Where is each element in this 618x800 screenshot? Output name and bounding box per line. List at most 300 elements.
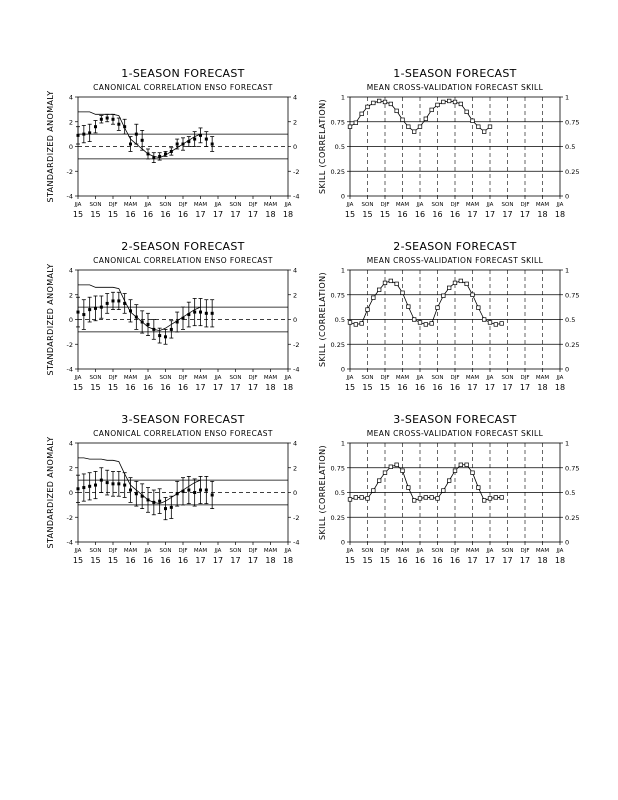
data-point-square — [377, 288, 381, 292]
x-tick-label-season: SON — [89, 548, 102, 554]
data-point-square — [442, 100, 446, 104]
x-tick-label-season: MAM — [535, 375, 550, 381]
x-tick-label-season: JJA — [486, 202, 494, 208]
data-point-square — [372, 489, 376, 493]
data-point-square — [383, 100, 387, 104]
chart-panel-6 — [318, 413, 579, 565]
x-tick-label-year: 16 — [177, 210, 189, 219]
data-point — [94, 484, 97, 487]
data-point — [117, 299, 120, 302]
data-point — [82, 133, 85, 136]
y-tick-label: 4 — [68, 93, 73, 102]
data-point-square — [471, 471, 475, 475]
x-tick-label-year: 16 — [449, 210, 461, 219]
x-tick-label-season: SON — [361, 548, 374, 554]
y-tick-label-right: 4 — [293, 439, 298, 448]
x-tick-label-year: 17 — [195, 383, 206, 392]
x-tick-label-year: 16 — [160, 556, 171, 565]
x-tick-label-season: MAM — [395, 375, 410, 381]
y-tick-label: 4 — [68, 439, 73, 448]
y-tick-label: 0 — [68, 143, 73, 151]
y-tick-label-right: 0.75 — [565, 464, 580, 473]
data-point-square — [377, 99, 381, 103]
chart-title: 3-SEASON FORECAST — [393, 413, 517, 426]
x-tick-label-season: DJF — [248, 375, 258, 381]
x-tick-label-season: DJF — [380, 375, 390, 381]
x-tick-label-season: DJF — [178, 548, 188, 554]
data-point-square — [401, 118, 405, 122]
x-tick-label-year: 16 — [177, 383, 189, 392]
data-point — [82, 313, 85, 316]
data-point — [88, 308, 91, 311]
data-point — [100, 306, 103, 309]
x-tick-label-season: JJA — [346, 548, 354, 554]
y-tick-label-right: -2 — [293, 340, 300, 349]
x-tick-label-year: 15 — [107, 210, 119, 219]
x-tick-label-year: 17 — [467, 556, 478, 565]
y-tick-label-right: 1 — [565, 439, 570, 448]
y-axis-label: STANDARDIZED ANOMALY — [46, 263, 55, 376]
data-point-square — [418, 497, 422, 501]
y-tick-label: 0 — [68, 316, 73, 324]
x-tick-label-season: JJA — [284, 202, 292, 208]
x-tick-label-year: 15 — [344, 556, 356, 565]
data-point — [117, 482, 120, 485]
y-tick-label: 0.5 — [334, 489, 345, 497]
data-point-square — [366, 308, 370, 312]
chart-panel-3 — [46, 240, 299, 392]
y-tick-label: -2 — [66, 513, 73, 522]
data-point — [112, 299, 115, 302]
data-point — [94, 307, 97, 310]
x-tick-label-year: 17 — [502, 210, 513, 219]
x-tick-label-season: MAM — [193, 375, 208, 381]
y-tick-label: 1 — [340, 439, 345, 448]
x-tick-label-season: JJA — [416, 548, 424, 554]
x-tick-label-season: JJA — [144, 375, 152, 381]
x-tick-label-season: DJF — [108, 375, 118, 381]
data-point — [106, 117, 109, 120]
y-tick-label-right: -4 — [293, 365, 300, 374]
x-tick-label-year: 18 — [554, 383, 566, 392]
x-tick-label-year: 18 — [265, 210, 276, 219]
chart-title: 1-SEASON FORECAST — [393, 67, 517, 80]
x-tick-label-season: SON — [89, 202, 102, 208]
x-tick-label-season: JJA — [346, 375, 354, 381]
chart-subtitle: CANONICAL CORRELATION ENSO FORECAST — [93, 83, 273, 92]
data-point — [100, 118, 103, 121]
data-point — [117, 123, 120, 126]
series-line — [78, 458, 201, 504]
data-point — [199, 311, 202, 314]
x-tick-label-season: JJA — [346, 202, 354, 208]
x-tick-label-year: 16 — [397, 383, 408, 392]
x-tick-label-year: 15 — [362, 210, 373, 219]
x-tick-label-year: 17 — [467, 210, 478, 219]
data-point-square — [354, 496, 358, 500]
x-tick-label-season: SON — [501, 375, 514, 381]
data-point-square — [412, 130, 416, 134]
chart-subtitle: MEAN CROSS-VALIDATION FORECAST SKILL — [366, 429, 544, 438]
x-tick-label-season: DJF — [178, 375, 188, 381]
data-point-square — [383, 281, 387, 285]
data-point-square — [477, 486, 481, 490]
data-point — [77, 311, 80, 314]
x-tick-label-season: JJA — [284, 375, 292, 381]
data-point-square — [477, 125, 481, 129]
data-point-square — [418, 321, 422, 325]
data-point-square — [430, 496, 434, 500]
x-tick-label-season: JJA — [74, 548, 82, 554]
x-tick-label-year: 16 — [160, 383, 171, 392]
y-tick-label-right: 0 — [293, 316, 298, 324]
y-tick-label-right: 1 — [565, 266, 570, 275]
x-tick-label-year: 15 — [362, 383, 373, 392]
x-tick-label-season: MAM — [395, 202, 410, 208]
chart-panel-5 — [46, 413, 299, 565]
x-tick-label-season: DJF — [520, 548, 530, 554]
x-tick-label-season: DJF — [248, 548, 258, 554]
x-tick-label-year: 18 — [554, 210, 566, 219]
x-tick-label-season: SON — [229, 202, 242, 208]
y-tick-label: 0.75 — [330, 118, 345, 127]
y-tick-label: 0.75 — [330, 464, 345, 473]
data-point — [211, 143, 214, 146]
x-tick-label-year: 16 — [414, 556, 426, 565]
y-tick-label-right: 4 — [293, 266, 298, 275]
data-point-square — [488, 321, 492, 325]
chart-panel-1 — [46, 67, 299, 219]
data-point — [77, 487, 80, 490]
y-tick-label: 1 — [340, 93, 345, 102]
chart-subtitle: MEAN CROSS-VALIDATION FORECAST SKILL — [366, 83, 544, 92]
data-point — [205, 312, 208, 315]
y-axis-label: STANDARDIZED ANOMALY — [46, 436, 55, 549]
y-axis-label: STANDARDIZED ANOMALY — [46, 90, 55, 203]
data-point — [193, 311, 196, 314]
y-tick-label: 2 — [68, 118, 73, 127]
x-tick-label-year: 17 — [230, 210, 241, 219]
x-tick-label-season: JJA — [214, 548, 222, 554]
data-point — [164, 335, 167, 338]
y-tick-label-right: 0.75 — [565, 291, 580, 300]
x-tick-label-year: 15 — [379, 210, 391, 219]
x-tick-label-year: 15 — [90, 383, 101, 392]
data-point — [106, 481, 109, 484]
x-tick-label-year: 15 — [344, 210, 356, 219]
x-tick-label-season: SON — [431, 548, 444, 554]
y-tick-label: 0.75 — [330, 291, 345, 300]
chart-title: 3-SEASON FORECAST — [121, 413, 245, 426]
y-tick-label: 0.25 — [330, 167, 345, 176]
data-point — [135, 492, 138, 495]
y-tick-label-right: 0.5 — [565, 316, 576, 324]
x-tick-label-year: 15 — [362, 556, 373, 565]
x-tick-label-season: MAM — [193, 548, 208, 554]
data-point — [170, 506, 173, 509]
series-line — [350, 281, 502, 325]
data-point-square — [348, 125, 352, 129]
x-tick-label-season: MAM — [123, 375, 138, 381]
x-tick-label-year: 17 — [230, 556, 241, 565]
data-point-square — [488, 497, 492, 501]
y-tick-label-right: 2 — [293, 464, 298, 473]
x-tick-label-season: JJA — [556, 375, 564, 381]
data-point-square — [354, 121, 358, 125]
x-tick-label-year: 15 — [107, 556, 119, 565]
x-tick-label-season: DJF — [520, 375, 530, 381]
y-tick-label-right: 2 — [293, 118, 298, 127]
x-tick-label-year: 15 — [72, 556, 84, 565]
y-tick-label-right: 0.25 — [565, 513, 580, 522]
data-point-square — [395, 463, 399, 467]
x-tick-label-season: MAM — [193, 202, 208, 208]
y-tick-label: 0.25 — [330, 513, 345, 522]
x-tick-label-year: 18 — [554, 556, 566, 565]
y-tick-label-right: 0.75 — [565, 118, 580, 127]
x-tick-label-year: 17 — [195, 210, 206, 219]
data-point-square — [459, 279, 463, 283]
x-tick-label-year: 15 — [379, 556, 391, 565]
data-point — [94, 125, 97, 128]
x-tick-label-season: JJA — [284, 548, 292, 554]
data-point — [199, 489, 202, 492]
data-point — [82, 486, 85, 489]
x-tick-label-season: JJA — [556, 202, 564, 208]
x-tick-label-year: 15 — [344, 383, 356, 392]
data-point-square — [465, 282, 469, 286]
data-point-square — [354, 323, 358, 327]
x-tick-label-year: 16 — [160, 210, 171, 219]
x-tick-label-year: 18 — [537, 383, 548, 392]
y-tick-label: -2 — [66, 340, 73, 349]
data-point — [211, 493, 214, 496]
series-line — [78, 112, 201, 158]
data-point-square — [412, 499, 416, 503]
y-tick-label: -2 — [66, 167, 73, 176]
x-tick-label-year: 17 — [212, 383, 224, 392]
x-tick-label-year: 17 — [502, 556, 513, 565]
x-tick-label-season: SON — [89, 375, 102, 381]
data-point-square — [377, 479, 381, 483]
data-point-square — [395, 282, 399, 286]
x-tick-label-year: 18 — [282, 383, 294, 392]
x-tick-label-season: SON — [431, 202, 444, 208]
data-point — [77, 134, 80, 137]
data-point — [106, 302, 109, 305]
data-point-square — [436, 103, 440, 107]
data-point — [193, 491, 196, 494]
data-point-square — [442, 294, 446, 298]
x-tick-label-season: JJA — [416, 202, 424, 208]
data-point-square — [360, 496, 364, 500]
x-tick-label-season: MAM — [263, 202, 278, 208]
data-point-square — [471, 293, 475, 297]
x-tick-label-year: 16 — [142, 210, 154, 219]
data-point-square — [366, 497, 370, 501]
data-point-square — [430, 108, 434, 112]
x-tick-label-season: SON — [159, 375, 172, 381]
data-point — [112, 482, 115, 485]
data-point-square — [500, 322, 504, 326]
data-point-square — [348, 321, 352, 325]
x-tick-label-season: JJA — [144, 202, 152, 208]
x-tick-label-season: DJF — [108, 548, 118, 554]
data-point-square — [395, 109, 399, 113]
data-point-square — [500, 496, 504, 500]
x-tick-label-season: MAM — [535, 548, 550, 554]
x-tick-label-season: DJF — [108, 202, 118, 208]
chart-panel-2 — [318, 67, 579, 219]
x-tick-label-season: MAM — [535, 202, 550, 208]
data-point-square — [389, 465, 393, 469]
x-tick-label-year: 17 — [519, 383, 531, 392]
data-point-square — [424, 496, 428, 500]
data-point-square — [436, 497, 440, 501]
x-tick-label-season: JJA — [556, 548, 564, 554]
data-point-square — [407, 305, 411, 309]
data-point-square — [424, 117, 428, 121]
x-tick-label-year: 17 — [519, 556, 531, 565]
data-point-square — [360, 322, 364, 326]
y-tick-label: 0 — [340, 538, 345, 547]
x-tick-label-year: 16 — [125, 383, 136, 392]
chart-subtitle: MEAN CROSS-VALIDATION FORECAST SKILL — [366, 256, 544, 265]
x-tick-label-year: 18 — [265, 383, 276, 392]
x-tick-label-year: 18 — [537, 556, 548, 565]
x-tick-label-season: DJF — [178, 202, 188, 208]
x-tick-label-season: SON — [501, 202, 514, 208]
data-point — [211, 312, 214, 315]
y-axis-label: SKILL (CORRELATION) — [318, 271, 327, 368]
x-tick-label-year: 15 — [72, 383, 84, 392]
x-tick-label-season: MAM — [465, 375, 480, 381]
data-point — [170, 328, 173, 331]
x-tick-label-year: 17 — [212, 556, 224, 565]
data-point-square — [447, 479, 451, 483]
x-tick-label-season: JJA — [486, 375, 494, 381]
data-point — [129, 143, 132, 146]
y-tick-label-right: 4 — [293, 93, 298, 102]
data-point-square — [465, 110, 469, 114]
data-point-square — [447, 286, 451, 290]
x-tick-label-season: SON — [501, 548, 514, 554]
x-tick-label-season: DJF — [450, 375, 460, 381]
chart-subtitle: CANONICAL CORRELATION ENSO FORECAST — [93, 256, 273, 265]
x-tick-label-year: 16 — [397, 556, 408, 565]
data-point-square — [389, 102, 393, 106]
y-tick-label-right: 0 — [565, 192, 570, 201]
x-tick-label-year: 15 — [72, 210, 84, 219]
data-point-square — [401, 291, 405, 295]
y-tick-label-right: 0.25 — [565, 167, 580, 176]
data-point — [100, 479, 103, 482]
data-point — [205, 489, 208, 492]
x-tick-label-year: 15 — [379, 383, 391, 392]
data-point-square — [436, 306, 440, 310]
data-point-square — [389, 279, 393, 283]
data-point-square — [348, 498, 352, 502]
x-tick-label-season: DJF — [450, 548, 460, 554]
x-tick-label-season: JJA — [214, 375, 222, 381]
x-tick-label-year: 15 — [90, 210, 101, 219]
x-tick-label-year: 16 — [414, 383, 426, 392]
y-tick-label-right: 1 — [565, 93, 570, 102]
data-point — [123, 484, 126, 487]
data-point — [193, 138, 196, 141]
x-tick-label-season: MAM — [263, 548, 278, 554]
x-tick-label-year: 17 — [212, 210, 224, 219]
data-point-square — [488, 125, 492, 129]
y-tick-label-right: -2 — [293, 167, 300, 176]
y-tick-label-right: 0 — [293, 489, 298, 497]
y-tick-label-right: 0.5 — [565, 143, 576, 151]
x-tick-label-year: 17 — [195, 556, 206, 565]
x-tick-label-year: 17 — [230, 383, 241, 392]
y-tick-label: 0 — [68, 489, 73, 497]
data-point — [187, 489, 190, 492]
x-tick-label-year: 17 — [484, 556, 496, 565]
series-line — [350, 465, 502, 501]
data-point — [141, 139, 144, 142]
x-tick-label-year: 16 — [125, 210, 136, 219]
x-tick-label-season: SON — [431, 375, 444, 381]
data-point — [158, 500, 161, 503]
data-point — [176, 143, 179, 146]
data-point-square — [482, 318, 486, 322]
data-point-square — [418, 125, 422, 129]
x-tick-label-year: 16 — [432, 210, 443, 219]
x-tick-label-season: MAM — [123, 548, 138, 554]
chart-panel-4 — [318, 240, 579, 392]
data-point — [88, 485, 91, 488]
chart-title: 2-SEASON FORECAST — [121, 240, 245, 253]
x-tick-label-year: 18 — [282, 210, 294, 219]
data-point-square — [447, 99, 451, 103]
y-axis-label: SKILL (CORRELATION) — [318, 98, 327, 195]
x-tick-label-year: 18 — [265, 556, 276, 565]
x-tick-label-season: JJA — [214, 202, 222, 208]
data-point-square — [401, 469, 405, 473]
data-point — [164, 507, 167, 510]
y-tick-label: -4 — [66, 365, 73, 374]
data-point-square — [407, 486, 411, 490]
x-tick-label-year: 18 — [537, 210, 548, 219]
data-point-square — [477, 306, 481, 310]
x-tick-label-year: 18 — [282, 556, 294, 565]
data-point-square — [366, 105, 370, 109]
x-tick-label-year: 16 — [177, 556, 189, 565]
x-tick-label-year: 16 — [142, 556, 154, 565]
data-point-square — [424, 323, 428, 327]
y-tick-label: 0.5 — [334, 316, 345, 324]
x-tick-label-year: 16 — [449, 383, 461, 392]
x-tick-label-season: SON — [159, 548, 172, 554]
x-tick-label-year: 16 — [125, 556, 136, 565]
data-point-square — [383, 471, 387, 475]
chart-title: 2-SEASON FORECAST — [393, 240, 517, 253]
data-point-square — [442, 489, 446, 493]
data-point — [129, 489, 132, 492]
data-point-square — [482, 499, 486, 503]
x-tick-label-year: 17 — [484, 383, 496, 392]
data-point-square — [494, 496, 498, 500]
y-tick-label: 4 — [68, 266, 73, 275]
x-tick-label-season: MAM — [395, 548, 410, 554]
y-tick-label-right: 0 — [565, 538, 570, 547]
y-tick-label-right: 0 — [565, 365, 570, 374]
data-point-square — [459, 463, 463, 467]
